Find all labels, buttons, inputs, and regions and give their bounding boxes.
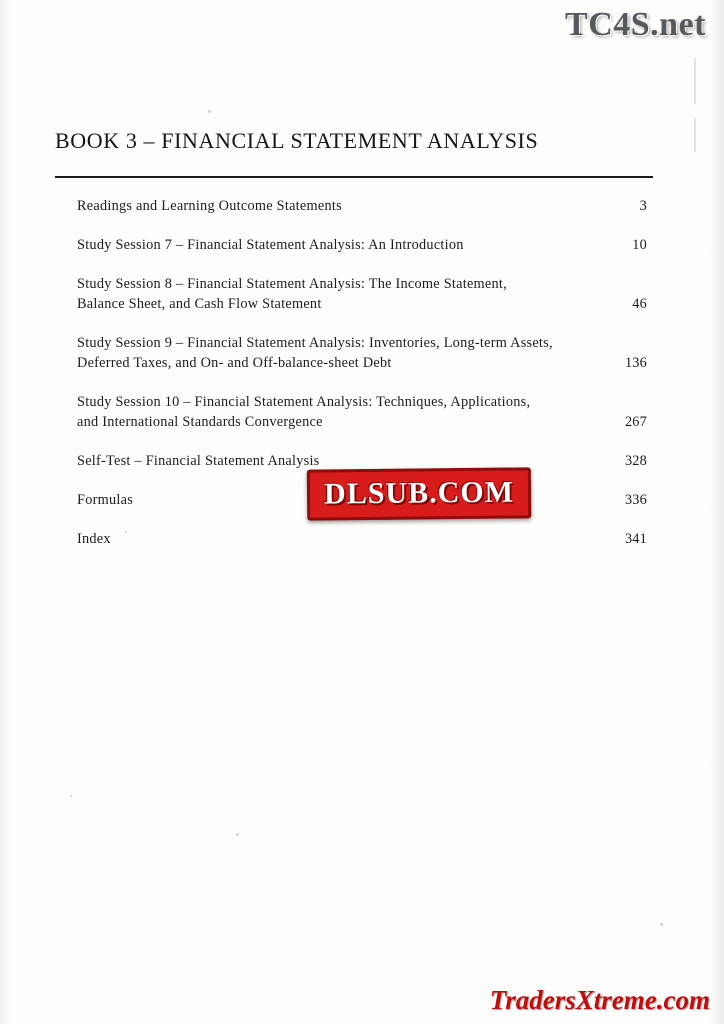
watermark-tc4s: TC4S.net: [565, 6, 706, 43]
toc-entry[interactable]: [77, 235, 647, 255]
watermark-dlsub-stamp: [307, 467, 531, 520]
toc-entry-line1: Index: [77, 531, 111, 547]
scan-artifact: [236, 833, 239, 836]
toc-entry-label: [77, 196, 342, 216]
scan-artifact: [208, 110, 211, 113]
watermark-dlsub-label: DLSUB.COM: [323, 475, 515, 511]
toc-entry[interactable]: [77, 196, 647, 216]
page-edge-shadow-left: [0, 0, 10, 1024]
toc-entry[interactable]: [77, 274, 647, 314]
page-edge-shadow-right: [710, 0, 724, 1024]
toc-entry-label: [77, 451, 319, 471]
toc-entry-label: [77, 274, 507, 314]
toc-entry-line2: Deferred Taxes, and On- and Off-balance-sheet Debt: [77, 355, 392, 371]
toc-entry-line2: Balance Sheet, and Cash Flow Statement: [77, 296, 322, 312]
toc-entry-page: 46: [632, 296, 647, 312]
toc-entry-page: 336: [624, 492, 647, 508]
toc-entry-line1: Study Session 10 – Financial Statement Analysis: Techniques, Applications,: [77, 394, 531, 410]
scan-artifact: [694, 58, 696, 104]
toc-entry-label: [77, 490, 133, 510]
scan-artifact: [660, 923, 663, 926]
toc-entry-page: 10: [632, 237, 647, 253]
toc-entry[interactable]: [77, 529, 647, 549]
title-divider: [55, 176, 653, 178]
toc-entry-line1: Formulas: [77, 492, 134, 508]
toc-entry-page: 328: [624, 453, 647, 469]
toc-entry-line1: Study Session 8 – Financial Statement Analysis: The Income Statement,: [77, 276, 507, 292]
toc-entry-label: [77, 529, 111, 549]
toc-entry-line1: Study Session 9 – Financial Statement Analysis: Inventories, Long-term Assets,: [77, 335, 553, 351]
toc-entry-label: [77, 333, 553, 373]
toc-entry-line2: and International Standards Convergence: [77, 414, 323, 430]
toc-entry-label: [77, 392, 530, 432]
toc-entry-line1: Study Session 7 – Financial Statement Analysis: An Introduction: [77, 237, 464, 253]
watermark-tradersxtreme: TradersXtreme.com: [489, 985, 710, 1015]
toc-entry-page: 267: [624, 414, 647, 430]
toc-entry-page: 136: [624, 355, 647, 371]
toc-entry-page: 341: [624, 531, 647, 547]
toc-entry-line1: Readings and Learning Outcome Statements: [77, 198, 342, 214]
scan-artifact: [694, 118, 696, 152]
toc-entry-page: 3: [639, 198, 647, 214]
toc-entry[interactable]: [77, 333, 647, 373]
toc-entry-line1: Self-Test – Financial Statement Analysis: [77, 453, 320, 469]
scan-artifact: [70, 795, 72, 797]
toc-entry[interactable]: [77, 392, 647, 432]
toc-entry-label: [77, 235, 464, 255]
page-title: BOOK 3 – FINANCIAL STATEMENT ANALYSIS: [55, 128, 539, 153]
toc-entry[interactable]: [77, 451, 647, 471]
